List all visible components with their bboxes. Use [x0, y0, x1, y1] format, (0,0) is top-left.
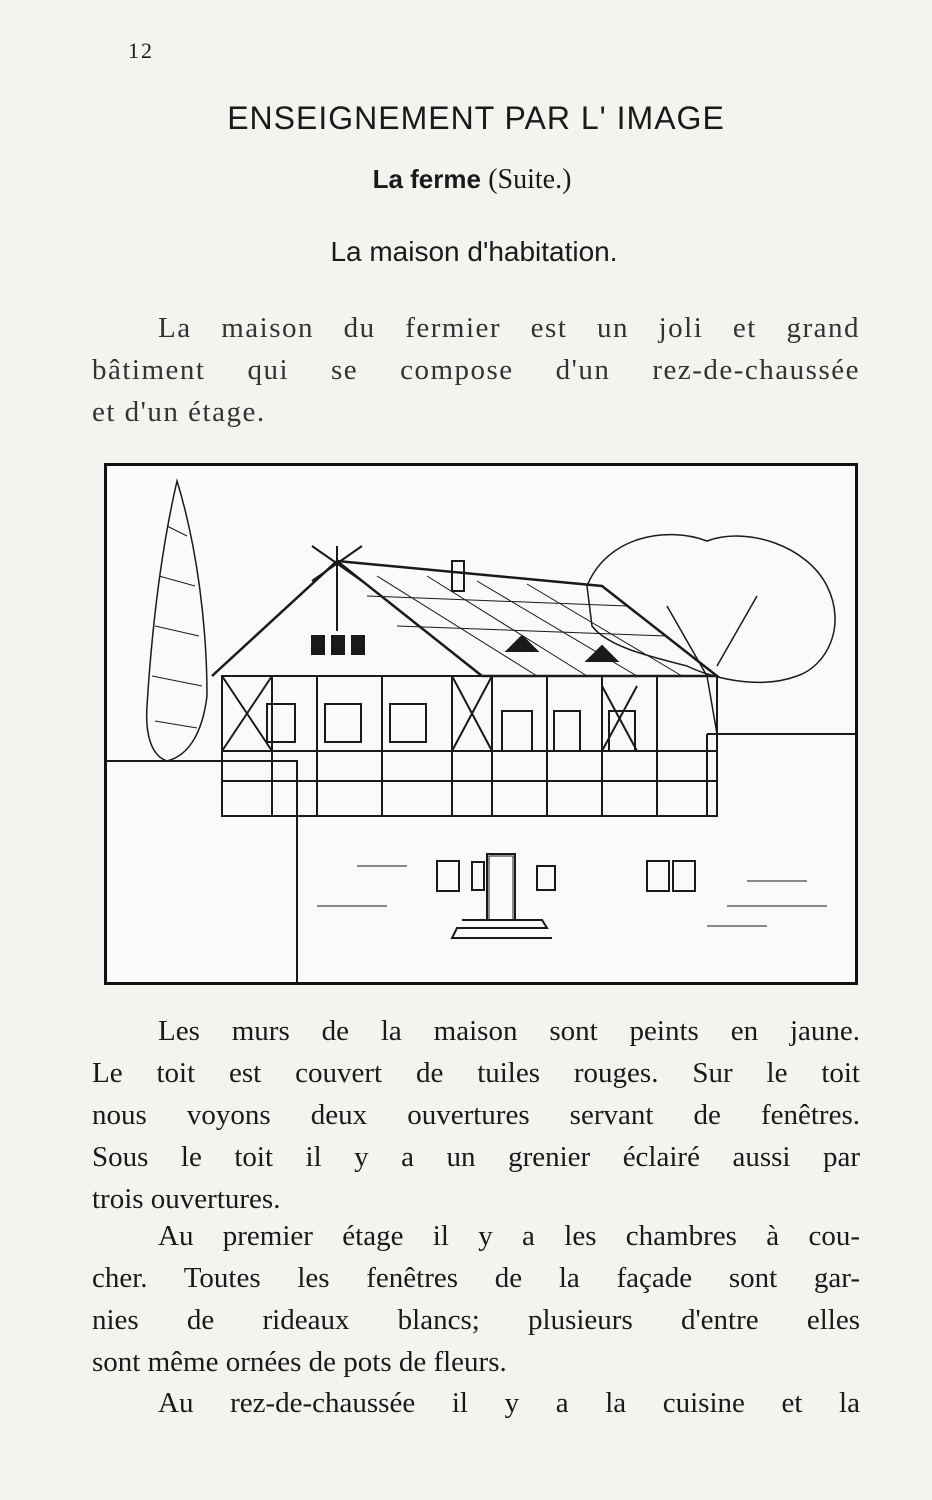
paragraph-walls	[92, 1010, 860, 1220]
text-line: et d'un étage.	[92, 396, 266, 428]
section-title: La maison d'habitation.	[330, 236, 618, 267]
page-title: ENSEIGNEMENT PAR L' IMAGE	[227, 100, 725, 136]
paragraph-first-floor	[92, 1215, 860, 1383]
text-line: Sous le toit il y a un grenier éclairé aussi par	[92, 1141, 860, 1173]
text-line: Au premier étage il y a les chambres à cou-	[158, 1220, 860, 1252]
text-line: nies de rideaux blancs; plusieurs d'entre elles	[92, 1304, 860, 1336]
text-line: Le toit est couvert de tuiles rouges. Sur le toit	[92, 1057, 860, 1089]
text-line: Au rez-de-chaussée il y a la cuisine et la	[158, 1387, 860, 1419]
text-line: trois ouvertures.	[92, 1183, 281, 1215]
page-number: 12	[128, 38, 154, 63]
section-subtitle	[6, 164, 932, 196]
subtitle-bold: La ferme	[372, 164, 481, 194]
paragraph-ground-floor	[92, 1382, 860, 1424]
text-line: La maison du fermier est un joli et grand	[158, 312, 860, 344]
farmhouse-illustration	[104, 463, 858, 985]
text-line: cher. Toutes les fenêtres de la façade sont gar-	[92, 1262, 860, 1294]
paragraph-intro	[92, 307, 860, 433]
text-line: bâtiment qui se compose d'un rez-de-chaussée	[92, 354, 860, 386]
subtitle-paren: (Suite.)	[488, 164, 572, 195]
farmhouse-engraving-icon	[107, 466, 855, 982]
text-line: Les murs de la maison sont peints en jaune.	[158, 1015, 860, 1047]
text-line: sont même ornées de pots de fleurs.	[92, 1346, 507, 1378]
text-line: nous voyons deux ouvertures servant de fenêtres.	[92, 1099, 860, 1131]
